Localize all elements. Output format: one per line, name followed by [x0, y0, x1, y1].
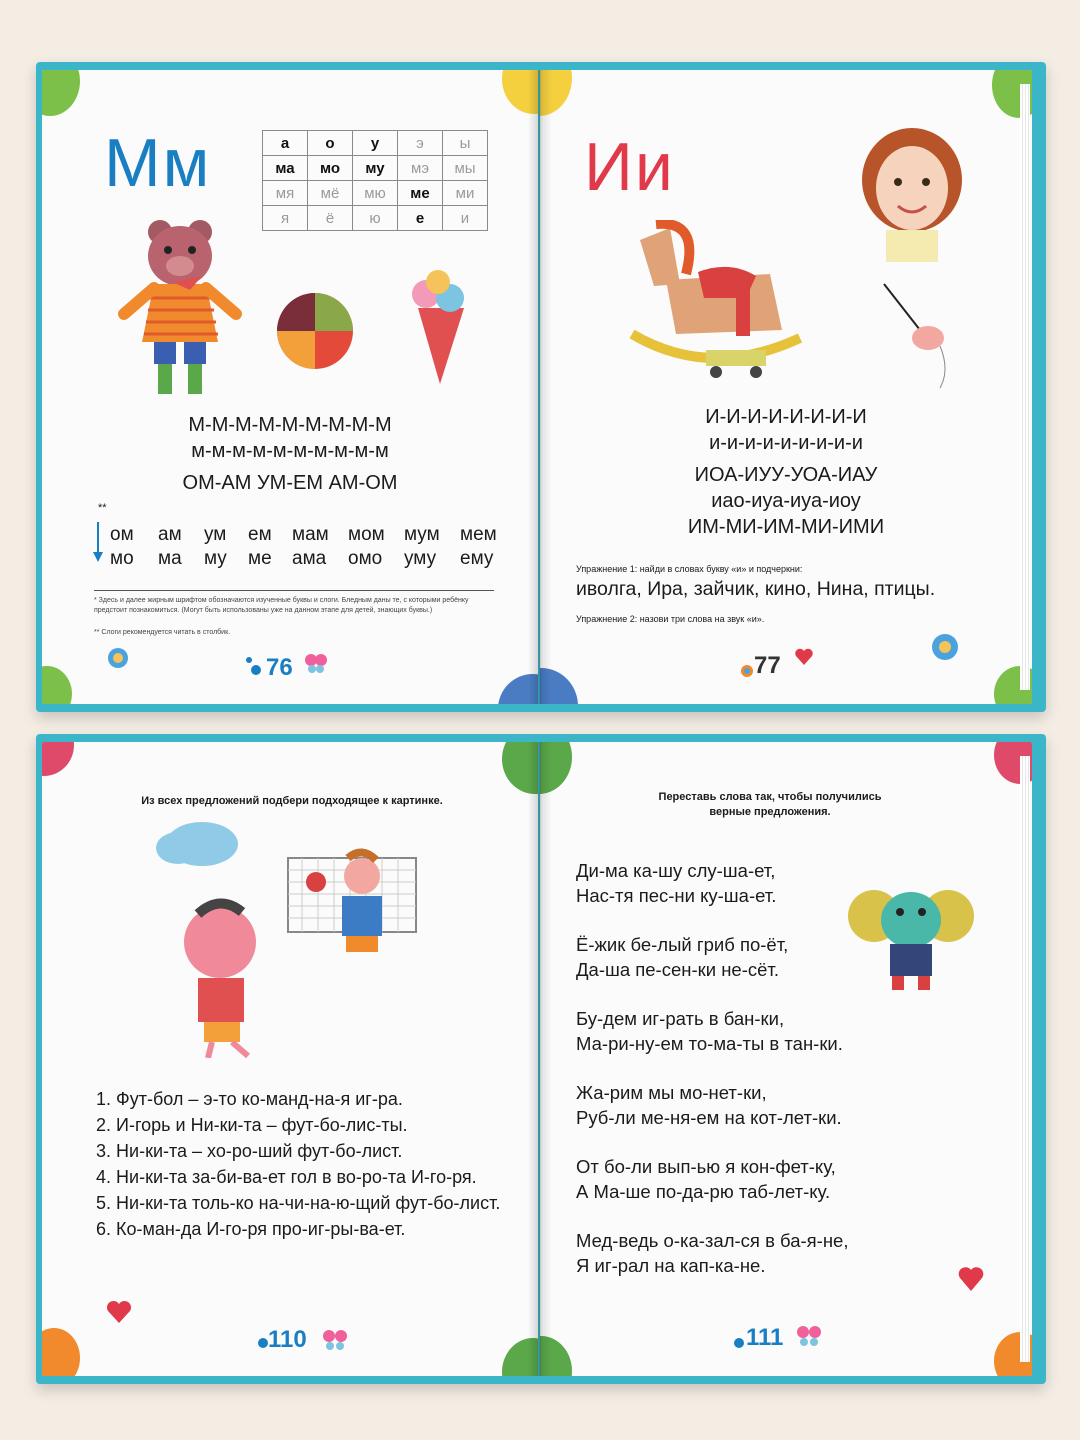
- syllable-table-row: [263, 181, 488, 206]
- syllable-columns-bottom: [110, 548, 504, 570]
- flower-icon: [740, 664, 754, 678]
- list-item-text: И-горь и Ни-ки-та – фут-бо-лис-ты.: [116, 1115, 408, 1135]
- exercise-2-label: Упражнение 2: назови три слова на звук «и».: [576, 614, 765, 624]
- list-item: [96, 1086, 506, 1112]
- syllable-word: ом: [110, 524, 134, 545]
- rocking-horse-illustration: [620, 220, 806, 386]
- list-item-text: Ни-ки-та за-би-ва-ет гол в во-ро-та И-го-ря.: [116, 1167, 477, 1187]
- decor-blob-orange: [42, 1328, 80, 1376]
- girl-illustration: [860, 126, 964, 262]
- football-boys-illustration: [138, 818, 438, 1058]
- syllable-cell: мо: [308, 156, 353, 181]
- syllable-word: му: [204, 548, 227, 569]
- list-item: [96, 1164, 506, 1190]
- syllable-word: омо: [348, 548, 383, 569]
- poem-stanza: [576, 932, 876, 982]
- syllable-word: ма: [158, 548, 182, 569]
- bear-illustration: [114, 218, 244, 404]
- decor-blob-green: [540, 1336, 572, 1376]
- poem-line: Бу-дем иг-рать в бан-ки,: [576, 1008, 785, 1029]
- decor-blob-green: [42, 666, 72, 704]
- book-spread-top: [36, 62, 1046, 712]
- list-item: [96, 1138, 506, 1164]
- syllable-word: мум: [404, 524, 440, 545]
- syllable-cell: ы: [443, 131, 488, 156]
- poem-line: Жа-рим мы мо-нет-ки,: [576, 1082, 767, 1103]
- list-item-number: 5.: [96, 1193, 117, 1213]
- syllable-cell: э: [398, 131, 443, 156]
- syllable-table-row: [263, 156, 488, 181]
- poem-line: Ди-ма ка-шу слу-ша-ет,: [576, 860, 776, 881]
- elephant-illustration: [846, 882, 976, 992]
- decor-blob-green: [540, 742, 572, 794]
- poem-line: От бо-ли вып-ью я кон-фет-ку,: [576, 1156, 836, 1177]
- letter-heading-m: Мм: [104, 125, 212, 201]
- book-spread-bottom: [36, 734, 1046, 1384]
- exercise-1-words: иволга, Ира, зайчик, кино, Нина, птицы.: [576, 578, 936, 600]
- poem-stanza: [576, 858, 876, 908]
- syllable-cell: я: [263, 206, 308, 231]
- ball-illustration: [274, 290, 356, 372]
- letter-heading-i: Ии: [584, 129, 675, 205]
- syllable-word: ум: [204, 524, 227, 545]
- poem-line: Я иг-рал на кап-ка-не.: [576, 1255, 766, 1276]
- list-item-text: Ни-ки-та – хо-ро-ший фут-бо-лист.: [116, 1141, 403, 1161]
- poem-stanzas: [576, 858, 876, 1302]
- flower-icon: [106, 646, 130, 670]
- footnote-1: * Здесь и далее жирным шрифтом обозначаются изученные буквы и слоги. Бледным даны те, с которыми ребёнку предстоит познакомиться. (Могут быть использованы уже на данном этапе для детей, знающих буквы.): [94, 597, 469, 614]
- syllable-cell: ми: [443, 181, 488, 206]
- syllable-line-im: ИМ-МИ-ИМ-МИ-ИМИ: [687, 516, 885, 538]
- syllable-word: уму: [404, 548, 437, 569]
- footnote-marker: **: [98, 502, 107, 514]
- poem-stanza: [576, 1006, 876, 1056]
- list-item-number: 2.: [96, 1115, 117, 1135]
- list-item: [96, 1190, 506, 1216]
- syllable-cell: ма: [263, 156, 308, 181]
- syllable-cell: мэ: [398, 156, 443, 181]
- exercise-1-label: Упражнение 1: найди в словах букву «и» и подчеркни:: [576, 564, 803, 574]
- decor-blob-blue: [498, 674, 538, 704]
- instruction-110: Из всех предложений подбери подходящее к картинке.: [141, 795, 443, 807]
- page-edge: [1020, 756, 1030, 1362]
- syllable-word: мом: [348, 524, 385, 545]
- page-edge: [1020, 84, 1030, 690]
- syllable-table-row: [263, 131, 488, 156]
- syllable-columns-top: [110, 524, 504, 546]
- decor-blob-green: [502, 742, 538, 794]
- page-number-111: 111: [746, 1324, 784, 1351]
- syllable-cell: ё: [308, 206, 353, 231]
- page-76: [42, 70, 538, 704]
- page-number-76: 76: [266, 654, 293, 681]
- syllable-line-lower: и-и-и-и-и-и-и-и-и: [709, 432, 863, 454]
- syllable-line-lower: м-м-м-м-м-м-м-м-м-м: [191, 440, 389, 462]
- syllable-word: мам: [292, 524, 329, 545]
- syllable-cell: мю: [353, 181, 398, 206]
- poem-stanza: [576, 1154, 876, 1204]
- syllable-line-caps: ИОА-ИУУ-УОА-ИАУ: [694, 464, 878, 486]
- list-item-number: 1.: [96, 1089, 117, 1109]
- syllable-cell: ме: [398, 181, 443, 206]
- arrow-down-icon: [92, 522, 104, 564]
- syllable-cell: е: [398, 206, 443, 231]
- decor-blob-yellow: [502, 70, 538, 114]
- list-item: [96, 1112, 506, 1138]
- page-110: [42, 742, 538, 1376]
- instruction-111-line2: верные предложения.: [709, 806, 831, 818]
- syllable-table-row: [263, 206, 488, 231]
- poem-line: Руб-ли ме-ня-ем на кот-лет-ки.: [576, 1107, 842, 1128]
- flower-icon: [930, 632, 960, 662]
- poem-line: Мед-ведь о-ка-зал-ся в ба-я-не,: [576, 1230, 849, 1251]
- dot-icon: [258, 1338, 268, 1348]
- list-item-number: 4.: [96, 1167, 117, 1187]
- syllable-cell: у: [353, 131, 398, 156]
- heart-icon: [958, 1266, 984, 1292]
- page-77: [540, 70, 1032, 704]
- heart-icon: [794, 648, 814, 666]
- syllable-word: мем: [460, 524, 497, 545]
- decor-blob-green: [42, 70, 80, 116]
- poem-line: Ма-ри-ну-ем то-ма-ты в тан-ки.: [576, 1033, 843, 1054]
- decor-blob-blue: [540, 668, 578, 704]
- syllable-cell: му: [353, 156, 398, 181]
- poem-line: Нас-тя пес-ни ку-ша-ет.: [576, 885, 777, 906]
- heart-icon: [106, 1300, 132, 1324]
- pointer-hand-illustration: [880, 280, 960, 390]
- dots-icon: [244, 656, 262, 676]
- syllable-word: ем: [248, 524, 272, 545]
- syllable-word: ам: [158, 524, 182, 545]
- butterfly-icon: [796, 1324, 822, 1348]
- ice-cream-illustration: [404, 268, 478, 388]
- page-number-110: 110: [268, 1326, 307, 1353]
- list-item-text: Ни-ки-та толь-ко на-чи-на-ю-щий фут-бо-лист.: [116, 1193, 501, 1213]
- poem-line: Ё-жик бе-лый гриб по-ёт,: [576, 934, 789, 955]
- list-item-text: Ко-ман-да И-го-ря про-иг-ры-ва-ет.: [116, 1219, 406, 1239]
- syllable-word: ама: [292, 548, 327, 569]
- syllable-line-small: иао-иуа-иуа-иоу: [711, 490, 861, 512]
- footnote-2: ** Слоги рекомендуется читать в столбик.: [94, 629, 231, 636]
- butterfly-icon: [304, 652, 328, 674]
- page-number-77: 77: [754, 652, 781, 679]
- syllable-table: [262, 130, 488, 231]
- syllable-word: ме: [248, 548, 272, 569]
- poem-stanza: [576, 1080, 876, 1130]
- syllable-word: мо: [110, 548, 134, 569]
- page-111: [540, 742, 1032, 1376]
- syllable-line-upper: М-М-М-М-М-М-М-М-М: [188, 414, 392, 436]
- syllable-cell: и: [443, 206, 488, 231]
- divider: [94, 590, 494, 591]
- poem-line: Да-ша пе-сен-ки не-сёт.: [576, 959, 779, 980]
- decor-blob-green: [502, 1338, 538, 1376]
- syllable-cell: мё: [308, 181, 353, 206]
- list-item-text: Фут-бол – э-то ко-манд-на-я иг-ра.: [116, 1089, 403, 1109]
- list-item-number: 6.: [96, 1219, 117, 1239]
- syllable-line-upper: И-И-И-И-И-И-И-И: [705, 406, 867, 428]
- syllable-cell: о: [308, 131, 353, 156]
- poem-stanza: [576, 1228, 876, 1278]
- list-item: [96, 1216, 506, 1242]
- poem-line: А Ма-ше по-да-рю таб-лет-ку.: [576, 1181, 831, 1202]
- syllable-cell: мя: [263, 181, 308, 206]
- syllable-line-pairs: ОМ-АМ УМ-ЕМ АМ-ОМ: [182, 472, 398, 494]
- syllable-cell: а: [263, 131, 308, 156]
- syllable-cell: мы: [443, 156, 488, 181]
- decor-blob-yellow: [540, 70, 572, 116]
- instruction-111-line1: Переставь слова так, чтобы получились: [658, 791, 882, 803]
- list-item-number: 3.: [96, 1141, 117, 1161]
- syllable-word: ему: [460, 548, 494, 569]
- decor-blob-pink: [42, 742, 74, 776]
- syllable-cell: ю: [353, 206, 398, 231]
- sentence-list: [96, 1086, 506, 1242]
- dot-icon: [734, 1338, 744, 1348]
- butterfly-icon: [322, 1328, 348, 1352]
